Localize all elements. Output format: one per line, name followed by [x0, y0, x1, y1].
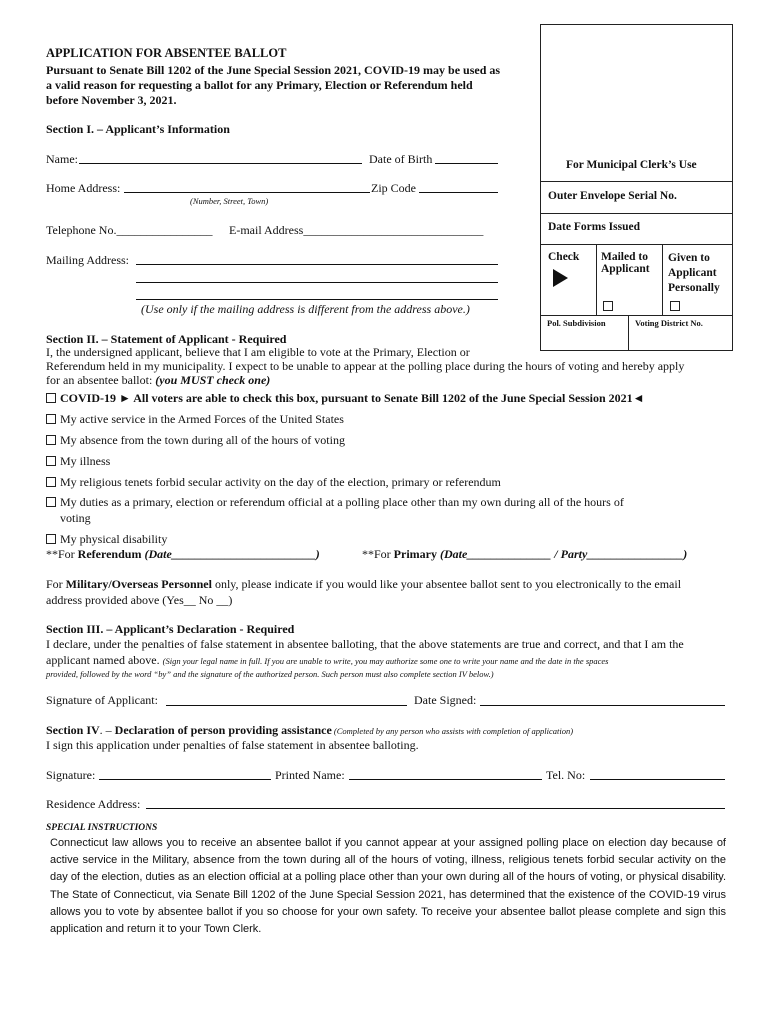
religious-checkbox[interactable]	[46, 477, 56, 487]
dob-field[interactable]	[435, 163, 498, 164]
military-yes-no[interactable]: address provided above (Yes__ No __)	[46, 593, 233, 607]
military-line1: For Military/Overseas Personnel only, please indicate if you would like your absentee ballot sent to you electronically to the email	[46, 577, 682, 591]
option-armed-forces[interactable]: My active service in the Armed Forces of the United States	[46, 412, 344, 427]
telephone-field[interactable]: Telephone No.________________	[46, 223, 213, 237]
absence-checkbox[interactable]	[46, 435, 56, 445]
printed-name-label: Printed Name:	[275, 768, 345, 782]
mailing-address-field-2[interactable]	[136, 282, 498, 283]
statement-line2: Referendum held in my municipality. I expect to be unable to appear at the polling place during the hours of voting and hereby apply	[46, 359, 685, 373]
form-subtitle-line1: Pursuant to Senate Bill 1202 of the June Special Session 2021, COVID-19 may be used as	[46, 63, 501, 77]
tel-no-label: Tel. No:	[546, 768, 586, 782]
section3-heading: Section III. – Applicant’s Declaration - Required	[46, 622, 295, 636]
applicant-signature-field[interactable]	[166, 705, 407, 706]
statement-line3: for an absentee ballot: (you MUST check one)	[46, 373, 271, 387]
home-address-label: Home Address:	[46, 181, 121, 195]
mailed-checkbox[interactable]	[603, 301, 613, 311]
tel-no-field[interactable]	[590, 779, 725, 780]
illness-checkbox[interactable]	[46, 456, 56, 466]
residence-address-label: Residence Address:	[46, 797, 141, 811]
assistance-statement: I sign this application under penalties of false statement in absentee balloting.	[46, 738, 419, 752]
printed-name-field[interactable]	[349, 779, 542, 780]
outer-envelope-serial-label: Outer Envelope Serial No.	[548, 190, 677, 202]
residence-address-field[interactable]	[146, 808, 725, 809]
mailing-address-field-3[interactable]	[136, 299, 498, 300]
zip-label: Zip Code	[371, 181, 416, 195]
name-field[interactable]	[79, 163, 362, 164]
play-arrow-icon	[553, 269, 568, 287]
referendum-date-field[interactable]: **For Referendum (Date________________________)	[46, 547, 320, 561]
date-forms-issued-label: Date Forms Issued	[548, 221, 640, 233]
option-disability[interactable]: My physical disability	[46, 532, 167, 547]
zip-field[interactable]	[419, 192, 498, 193]
email-field[interactable]: E-mail Address______________________________	[229, 223, 484, 237]
assistant-signature-field[interactable]	[99, 779, 271, 780]
municipal-clerk-box	[540, 24, 733, 351]
clerk-box-title: For Municipal Clerk’s Use	[566, 159, 697, 171]
special-instructions-heading: SPECIAL INSTRUCTIONS	[46, 823, 158, 833]
declaration-line3: provided, followed by the word “by” and the signature of the authorized person. Such person must also complete section IV below.)	[46, 669, 494, 679]
name-label: Name:	[46, 152, 78, 166]
dob-label: Date of Birth	[369, 152, 433, 166]
voting-district-label: Voting District No.	[635, 318, 703, 328]
declaration-line2: applicant named above. (Sign your legal name in full. If you are unable to write, you may authorize some one to write your name and the date in the spaces	[46, 653, 609, 667]
option-absence[interactable]: My absence from the town during all of the hours of voting	[46, 433, 345, 448]
check-label: Check	[548, 251, 580, 263]
statement-line1: I, the undersigned applicant, believe that I am eligible to vote at the Primary, Election or	[46, 345, 470, 359]
option-religious[interactable]: My religious tenets forbid secular activity on the day of the election, primary or referendum	[46, 475, 501, 490]
home-address-hint: (Number, Street, Town)	[190, 196, 269, 206]
home-address-field[interactable]	[124, 192, 370, 193]
mailing-address-label: Mailing Address:	[46, 253, 129, 267]
armed-forces-checkbox[interactable]	[46, 414, 56, 424]
option-illness[interactable]: My illness	[46, 454, 110, 469]
official-duties-checkbox[interactable]	[46, 497, 56, 507]
applicant-signature-label: Signature of Applicant:	[46, 693, 158, 707]
form-subtitle-line2: a valid reason for requesting a ballot for any Primary, Election or Referendum held	[46, 78, 473, 92]
assistant-signature-label: Signature:	[46, 768, 96, 782]
mailed-to-label: Mailed to Applicant	[601, 251, 650, 275]
special-instructions-text: Connecticut law allows you to receive an absentee ballot if you cannot appear at your assigned polling place on election day because of active service in the Military, absence from the town during all of the hours of voting, illness, religious tenets forbid secular activity on the day of the election, duties as an election official at a polling place other than your own during all of the hours of voting, or physical disability. The State of Connecticut, via Senate Bill 1202 of the June Special Session 2021, has determined that the existence of the COVID-19 virus allows you to vote by absentee ballot if you so choose for your own safety. To receive your absentee ballot please complete and sign this application and return it to your Town Clerk.	[50, 837, 726, 936]
option-official-duties-cont: voting	[60, 511, 91, 525]
mailing-address-hint: (Use only if the mailing address is different from the address above.)	[141, 302, 470, 316]
pol-subdivision-label: Pol. Subdivision	[547, 318, 606, 328]
declaration-line1: I declare, under the penalties of false statement in absentee balloting, that the above statements are true and correct, and that I am the	[46, 637, 684, 651]
form-title: APPLICATION FOR ABSENTEE BALLOT	[46, 46, 287, 60]
section2-heading: Section II. – Statement of Applicant - Required	[46, 332, 287, 346]
section1-heading: Section I. – Applicant’s Information	[46, 122, 230, 136]
section4-heading: Section IV. – Declaration of person providing assistance (Completed by any person who assists with completion of application)	[46, 723, 574, 737]
disability-checkbox[interactable]	[46, 534, 56, 544]
primary-date-party-field[interactable]: **For Primary (Date______________ / Party________________)	[362, 547, 688, 561]
mailing-address-field-1[interactable]	[136, 264, 498, 265]
date-signed-label: Date Signed:	[414, 693, 477, 707]
date-signed-field[interactable]	[480, 705, 725, 706]
given-checkbox[interactable]	[670, 301, 680, 311]
given-to-label: Given to Applicant Personally	[668, 252, 720, 294]
covid-checkbox[interactable]	[46, 393, 56, 403]
option-covid[interactable]: COVID-19 ► All voters are able to check this box, pursuant to Senate Bill 1202 of the June Special Session 2021◄	[46, 391, 645, 406]
option-official-duties[interactable]: My duties as a primary, election or referendum official at a polling place other than my own during all of the hours of	[46, 495, 624, 510]
form-subtitle-line3: before November 3, 2021.	[46, 93, 177, 107]
